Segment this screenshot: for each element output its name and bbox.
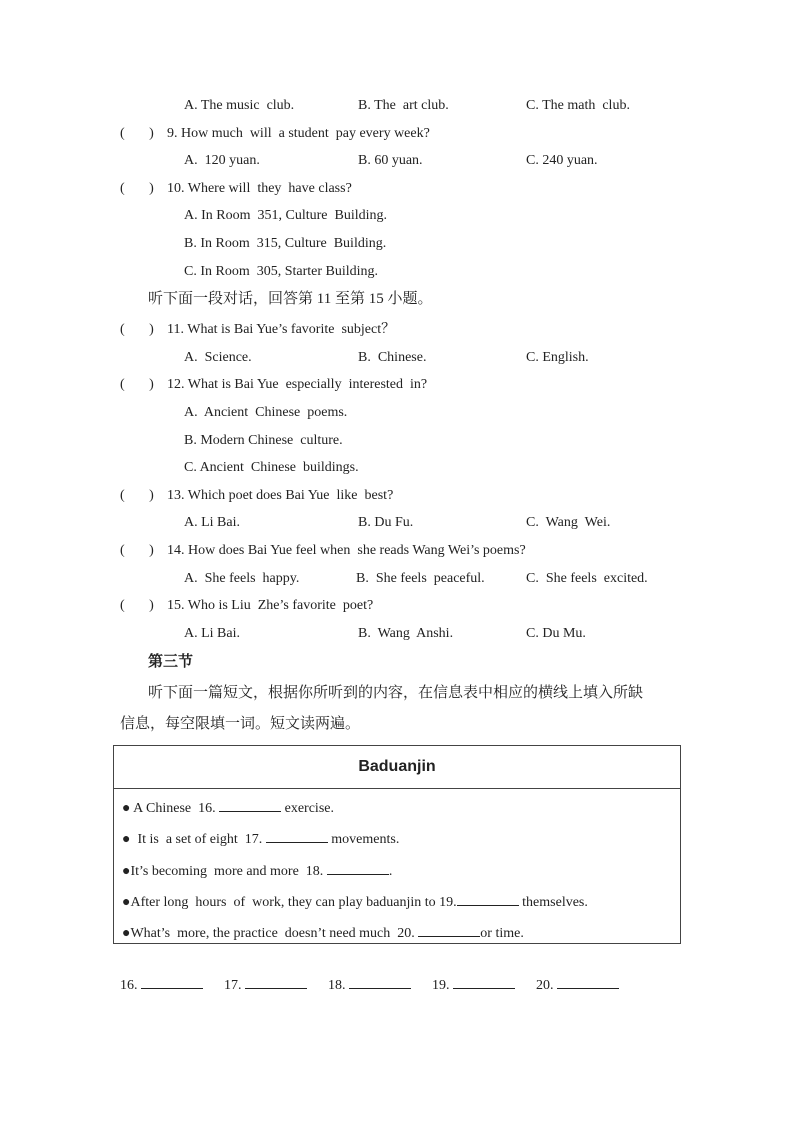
section-3-title: 第三节 [148,654,194,670]
answer-19: 19. [432,974,515,995]
q14-option-b: B. She feels peaceful. [356,571,485,586]
q10-option-a: A. In Room 351, Culture Building. [184,208,387,223]
blank-20[interactable] [418,922,480,937]
blank-19[interactable] [457,891,519,906]
answer-17: 17. [224,974,307,995]
q15-option-a: A. Li Bai. [184,626,240,641]
table-row-20: ●What’s more, the practice doesn’t need much 20. or time. [122,922,524,943]
q14-stem: 14. How does Bai Yue feel when she reads Wang Wei’s poems? [167,543,526,558]
q15-option-c: C. Du Mu. [526,626,586,641]
q15-stem: 15. Who is Liu Zhe’s favorite poet? [167,598,374,613]
q12-answer-bracket[interactable]: ( ) [120,377,154,392]
blank-17[interactable] [266,828,328,843]
section-3-instruction-line-2: 信息，每空限填一词。短文读两遍。 [120,716,361,732]
q8-option-b: B. The art club. [358,98,449,113]
q12-option-a: A. Ancient Chinese poems. [184,405,348,420]
q9-stem: 9. How much will a student pay every week? [167,126,430,141]
q12-option-b: B. Modern Chinese culture. [184,433,343,448]
answer-16: 16. [120,974,203,995]
q14-option-c: C. She feels excited. [526,571,648,586]
q11-option-c: C. English. [526,350,589,365]
q13-option-a: A. Li Bai. [184,515,240,530]
q9-answer-bracket[interactable]: ( ) [120,126,154,141]
q9-option-b: B. 60 yuan. [358,153,423,168]
q11-answer-bracket[interactable]: ( ) [120,322,154,337]
q10-option-b: B. In Room 315, Culture Building. [184,236,387,251]
q10-answer-bracket[interactable]: ( ) [120,181,154,196]
section-2-instruction: 听下面一段对话，回答第 11 至第 15 小题。 [148,291,433,307]
table-row-18: ●It’s becoming more and more 18. . [122,860,392,881]
answer-blank-17[interactable] [245,974,307,989]
table-row-16: ● A Chinese 16. exercise. [122,797,334,818]
answer-blank-20[interactable] [557,974,619,989]
answer-blank-18[interactable] [349,974,411,989]
table-row-17: ● It is a set of eight 17. movements. [122,828,399,849]
q11-option-b: B. Chinese. [358,350,427,365]
q9-option-a: A. 120 yuan. [184,153,260,168]
q11-stem: 11. What is Bai Yue’s favorite subject？ [167,322,396,337]
blank-18[interactable] [327,860,389,875]
info-table [113,745,681,944]
blank-16[interactable] [219,797,281,812]
q14-answer-bracket[interactable]: ( ) [120,543,154,558]
q10-stem: 10. Where will they have class? [167,181,352,196]
q10-option-c: C. In Room 305, Starter Building. [184,264,379,279]
q13-option-b: B. Du Fu. [358,515,414,530]
q14-option-a: A. She feels happy. [184,571,300,586]
q13-stem: 13. Which poet does Bai Yue like best? [167,488,394,503]
table-row-19: ●After long hours of work, they can play baduanjin to 19. themselves. [122,891,588,912]
q12-option-c: C. Ancient Chinese buildings. [184,460,359,475]
q8-option-c: C. The math club. [526,98,630,113]
q15-option-b: B. Wang Anshi. [358,626,454,641]
q12-stem: 12. What is Bai Yue especially interested in? [167,377,428,392]
answer-blank-16[interactable] [141,974,203,989]
answer-blank-19[interactable] [453,974,515,989]
table-title: Baduanjin [114,746,681,789]
answer-18: 18. [328,974,411,995]
section-3-instruction-line-1: 听下面一篇短文，根据你所听到的内容，在信息表中相应的横线上填入所缺 [148,685,644,701]
q9-option-c: C. 240 yuan. [526,153,598,168]
q13-option-c: C. Wang Wei. [526,515,611,530]
q13-answer-bracket[interactable]: ( ) [120,488,154,503]
q11-option-a: A. Science. [184,350,252,365]
q15-answer-bracket[interactable]: ( ) [120,598,154,613]
q8-option-a: A. The music club. [184,98,295,113]
answer-20: 20. [536,974,619,995]
